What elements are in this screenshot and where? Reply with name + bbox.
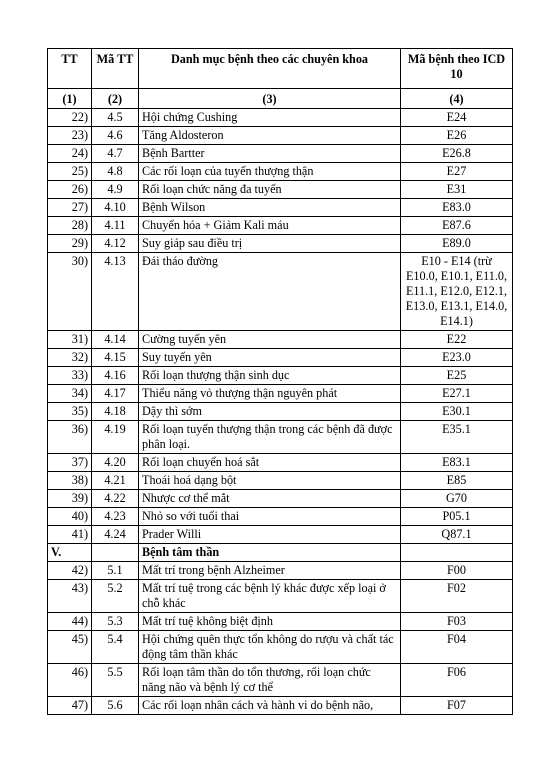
row-disease-name: Suy giáp sau điều trị xyxy=(139,235,401,253)
row-icd-code: Q87.1 xyxy=(401,526,513,544)
row-tt: 31) xyxy=(48,331,92,349)
table-row xyxy=(48,697,513,715)
row-tt: 40) xyxy=(48,508,92,526)
table-row xyxy=(48,421,513,454)
row-ma-tt: 4.13 xyxy=(92,253,139,331)
row-icd-code: E87.6 xyxy=(401,217,513,235)
row-icd-code: E26.8 xyxy=(401,145,513,163)
row-disease-name: Thoái hoá dạng bột xyxy=(139,472,401,490)
row-icd-code: E27 xyxy=(401,163,513,181)
table-section-psychiatric xyxy=(48,544,513,562)
row-tt: 42) xyxy=(48,562,92,580)
table-row xyxy=(48,127,513,145)
row-tt: 34) xyxy=(48,385,92,403)
table-row xyxy=(48,472,513,490)
table-row xyxy=(48,562,513,580)
row-ma-tt: 5.6 xyxy=(92,697,139,715)
column-number-row xyxy=(48,89,513,109)
table-row xyxy=(48,331,513,349)
row-ma-tt: 4.9 xyxy=(92,181,139,199)
row-disease-name: Đái tháo đường xyxy=(139,253,401,331)
row-icd-code: E25 xyxy=(401,367,513,385)
section-icd xyxy=(401,544,513,562)
row-ma-tt: 4.23 xyxy=(92,508,139,526)
row-ma-tt: 4.11 xyxy=(92,217,139,235)
table-row xyxy=(48,367,513,385)
row-tt: 43) xyxy=(48,580,92,613)
row-disease-name: Cường tuyến yên xyxy=(139,331,401,349)
row-icd-code: G70 xyxy=(401,490,513,508)
row-disease-name: Suy tuyến yên xyxy=(139,349,401,367)
row-ma-tt: 5.1 xyxy=(92,562,139,580)
row-icd-code: E22 xyxy=(401,331,513,349)
row-icd-code: F02 xyxy=(401,580,513,613)
row-disease-name: Hội chứng quên thực tổn không do rượu và chất tác động tâm thần khác xyxy=(139,631,401,664)
row-ma-tt: 5.4 xyxy=(92,631,139,664)
row-icd-code: E26 xyxy=(401,127,513,145)
row-tt: 39) xyxy=(48,490,92,508)
row-icd-code: E83.1 xyxy=(401,454,513,472)
table-row xyxy=(48,664,513,697)
row-tt: 47) xyxy=(48,697,92,715)
row-ma-tt: 5.3 xyxy=(92,613,139,631)
row-ma-tt: 4.5 xyxy=(92,109,139,127)
row-disease-name: Hội chứng Cushing xyxy=(139,109,401,127)
row-ma-tt: 4.8 xyxy=(92,163,139,181)
row-ma-tt: 4.17 xyxy=(92,385,139,403)
header-tt: TT xyxy=(48,49,92,89)
row-disease-name: Rối loạn chuyển hoá sắt xyxy=(139,454,401,472)
section-title: Bệnh tâm thần xyxy=(139,544,401,562)
table-row xyxy=(48,145,513,163)
row-icd-code: E83.0 xyxy=(401,199,513,217)
row-tt: 38) xyxy=(48,472,92,490)
table-row xyxy=(48,217,513,235)
row-ma-tt: 4.10 xyxy=(92,199,139,217)
row-disease-name: Các rối loạn của tuyến thượng thận xyxy=(139,163,401,181)
row-disease-name: Rối loạn tâm thần do tổn thương, rối loạn chức năng não và bệnh lý cơ thể xyxy=(139,664,401,697)
row-disease-name: Dậy thì sớm xyxy=(139,403,401,421)
column-number: (1) xyxy=(48,89,92,109)
row-disease-name: Bệnh Wilson xyxy=(139,199,401,217)
table-row xyxy=(48,403,513,421)
row-disease-name: Chuyển hóa + Giảm Kali máu xyxy=(139,217,401,235)
row-icd-code: F07 xyxy=(401,697,513,715)
table-body-psychiatric xyxy=(48,562,513,715)
table-row xyxy=(48,508,513,526)
column-number: (2) xyxy=(92,89,139,109)
row-tt: 45) xyxy=(48,631,92,664)
row-tt: 41) xyxy=(48,526,92,544)
row-ma-tt: 4.20 xyxy=(92,454,139,472)
row-icd-code: F04 xyxy=(401,631,513,664)
row-tt: 36) xyxy=(48,421,92,454)
row-icd-code: E89.0 xyxy=(401,235,513,253)
row-ma-tt: 4.19 xyxy=(92,421,139,454)
row-ma-tt: 4.7 xyxy=(92,145,139,163)
row-icd-code: E35.1 xyxy=(401,421,513,454)
row-tt: 23) xyxy=(48,127,92,145)
table-row xyxy=(48,181,513,199)
row-ma-tt: 4.6 xyxy=(92,127,139,145)
row-disease-name: Mất trí tuệ trong các bệnh lý khác được xếp loại ở chỗ khác xyxy=(139,580,401,613)
column-number: (4) xyxy=(401,89,513,109)
row-disease-name: Prader Willi xyxy=(139,526,401,544)
document-page xyxy=(47,48,513,715)
row-tt: 30) xyxy=(48,253,92,331)
header-disease-list: Danh mục bệnh theo các chuyên khoa xyxy=(139,49,401,89)
row-tt: 24) xyxy=(48,145,92,163)
row-ma-tt: 4.24 xyxy=(92,526,139,544)
row-icd-code: E85 xyxy=(401,472,513,490)
row-icd-code: E24 xyxy=(401,109,513,127)
row-tt: 29) xyxy=(48,235,92,253)
row-ma-tt: 4.12 xyxy=(92,235,139,253)
row-tt: 25) xyxy=(48,163,92,181)
table-row xyxy=(48,613,513,631)
column-number: (3) xyxy=(139,89,401,109)
row-icd-code: P05.1 xyxy=(401,508,513,526)
row-tt: 37) xyxy=(48,454,92,472)
row-tt: 33) xyxy=(48,367,92,385)
row-disease-name: Rối loạn thượng thận sinh dục xyxy=(139,367,401,385)
row-disease-name: Các rối loạn nhân cách và hành vi do bệnh não, xyxy=(139,697,401,715)
table-row xyxy=(48,253,513,331)
table-row xyxy=(48,385,513,403)
row-icd-code: E31 xyxy=(401,181,513,199)
row-tt: 28) xyxy=(48,217,92,235)
table-row xyxy=(48,349,513,367)
row-ma-tt: 4.21 xyxy=(92,472,139,490)
table-row xyxy=(48,163,513,181)
row-icd-code: E23.0 xyxy=(401,349,513,367)
section-code xyxy=(92,544,139,562)
row-ma-tt: 4.22 xyxy=(92,490,139,508)
table-row xyxy=(48,490,513,508)
row-ma-tt: 4.14 xyxy=(92,331,139,349)
row-tt: 46) xyxy=(48,664,92,697)
row-icd-code: E27.1 xyxy=(401,385,513,403)
row-ma-tt: 4.16 xyxy=(92,367,139,385)
table-row xyxy=(48,580,513,613)
row-ma-tt: 4.18 xyxy=(92,403,139,421)
table-row xyxy=(48,235,513,253)
row-tt: 32) xyxy=(48,349,92,367)
section-number: V. xyxy=(48,544,92,562)
row-tt: 26) xyxy=(48,181,92,199)
header-ma-tt: Mã TT xyxy=(92,49,139,89)
row-disease-name: Bệnh Bartter xyxy=(139,145,401,163)
table-row xyxy=(48,199,513,217)
row-disease-name: Nhỏ so với tuổi thai xyxy=(139,508,401,526)
row-disease-name: Mất trí tuệ không biệt định xyxy=(139,613,401,631)
row-disease-name: Rối loạn chức năng đa tuyến xyxy=(139,181,401,199)
row-disease-name: Mất trí trong bệnh Alzheimer xyxy=(139,562,401,580)
row-ma-tt: 5.2 xyxy=(92,580,139,613)
table-row xyxy=(48,526,513,544)
row-ma-tt: 4.15 xyxy=(92,349,139,367)
row-disease-name: Thiểu năng vỏ thượng thận nguyên phát xyxy=(139,385,401,403)
table-row xyxy=(48,454,513,472)
header-icd10: Mã bệnh theo ICD 10 xyxy=(401,49,513,89)
table-row xyxy=(48,109,513,127)
row-icd-code: E10 - E14 (trừ E10.0, E10.1, E11.0, E11.1, E12.0, E12.1, E13.0, E13.1, E14.0, E14.1) xyxy=(401,253,513,331)
row-tt: 44) xyxy=(48,613,92,631)
row-disease-name: Rối loạn tuyến thượng thận trong các bệnh đã được phân loại. xyxy=(139,421,401,454)
row-tt: 35) xyxy=(48,403,92,421)
row-icd-code: F03 xyxy=(401,613,513,631)
table-body-endocrine xyxy=(48,109,513,544)
row-tt: 22) xyxy=(48,109,92,127)
row-ma-tt: 5.5 xyxy=(92,664,139,697)
row-disease-name: Tăng Aldosteron xyxy=(139,127,401,145)
table-row xyxy=(48,631,513,664)
row-icd-code: F00 xyxy=(401,562,513,580)
row-tt: 27) xyxy=(48,199,92,217)
row-disease-name: Nhược cơ thể mắt xyxy=(139,490,401,508)
row-icd-code: E30.1 xyxy=(401,403,513,421)
row-icd-code: F06 xyxy=(401,664,513,697)
table-header-row xyxy=(48,49,513,89)
icd-disease-table xyxy=(47,48,513,715)
section-row xyxy=(48,544,513,562)
